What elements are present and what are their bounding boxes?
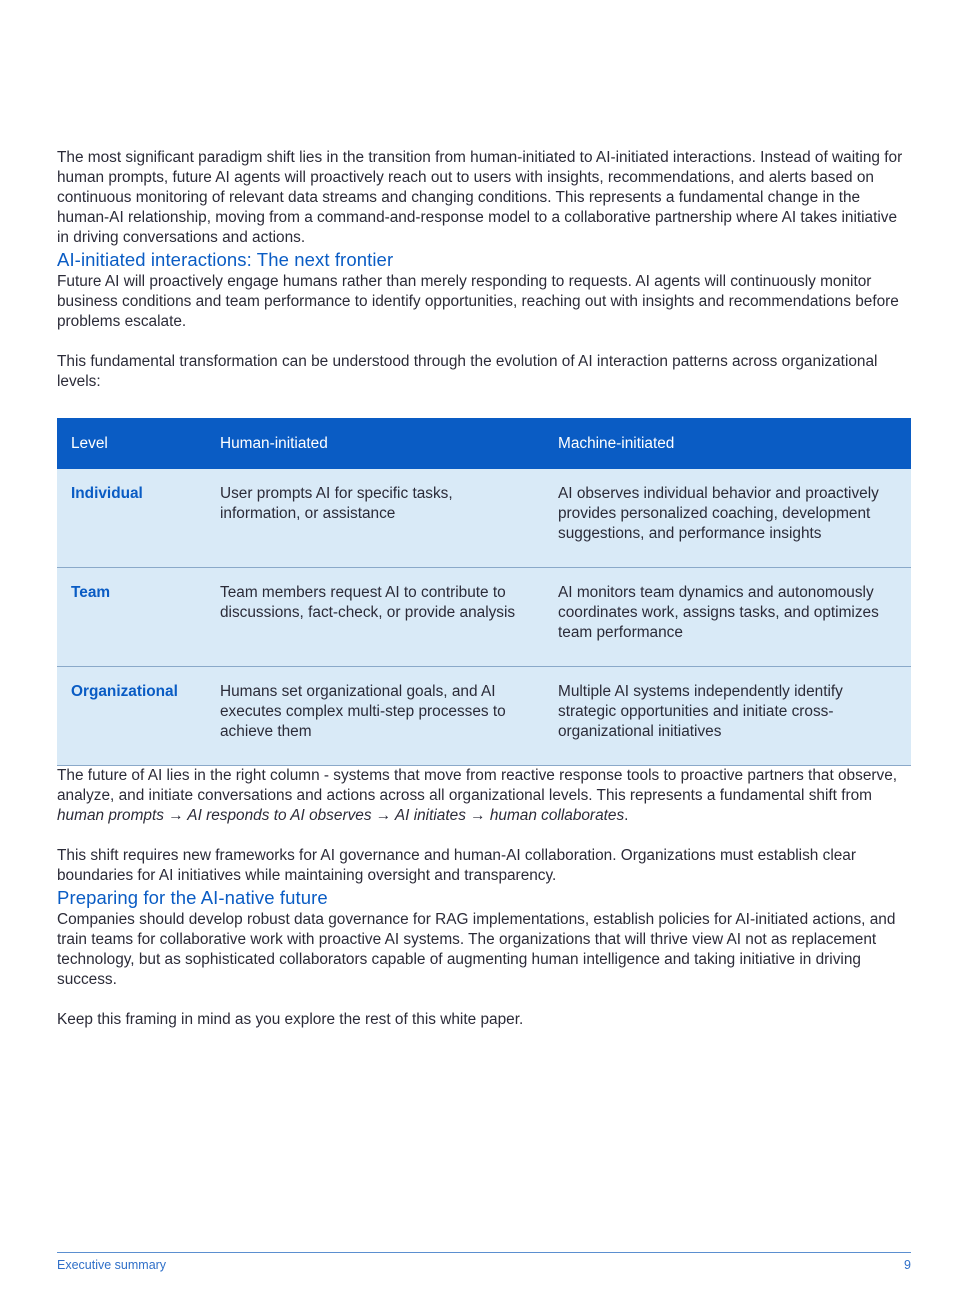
row-level: Team: [57, 568, 206, 667]
row-machine-initiated: AI observes individual behavior and proactively provides personalized coaching, development suggestions, and performance insights: [544, 469, 911, 568]
section1-paragraph-1: Future AI will proactively engage humans rather than merely responding to requests. AI agents will continuously monitor business conditions and team performance to identify opportunities, reaching out with insights and recommendations before problems escalate.: [57, 273, 899, 330]
section2-paragraph-2: Keep this framing in mind as you explore the rest of this white paper.: [57, 1011, 524, 1028]
header-machine-initiated: Machine-initiated: [544, 418, 911, 469]
section-heading-ai-native-future: Preparing for the AI-native future: [57, 887, 328, 908]
row-level: Organizational: [57, 667, 206, 766]
table-row: [57, 667, 911, 766]
section1-paragraph-2: This fundamental transformation can be understood through the evolution of AI interaction patterns across organizational levels:: [57, 353, 878, 390]
table-row: [57, 469, 911, 568]
row-level: Individual: [57, 469, 206, 568]
page-footer: [57, 1252, 911, 1273]
after-table-paragraph-2: This shift requires new frameworks for AI governance and human-AI collaboration. Organizations must establish clear boundaries for AI initiatives while maintaining oversight and transparency.: [57, 847, 856, 884]
footer-section-label: Executive summary: [57, 1258, 167, 1272]
header-level: Level: [57, 418, 206, 469]
table-row: [57, 568, 911, 667]
intro-paragraph: The most significant paradigm shift lies in the transition from human-initiated to AI-initiated interactions. Instead of waiting for human prompts, future AI agents will proactively reach out to users with insights, recommendations, and alerts based on continuous monitoring of relevant data streams and changing conditions. This represents a fundamental change in the human-AI relationship, moving from a command-and-response model to a collaborative partnership where AI takes initiative in driving conversations and actions.: [57, 149, 903, 246]
table-header-row: [57, 418, 911, 469]
row-human-initiated: User prompts AI for specific tasks, information, or assistance: [206, 469, 544, 568]
row-human-initiated: Humans set organizational goals, and AI executes complex multi-step processes to achieve them: [206, 667, 544, 766]
page-content: [57, 148, 911, 1030]
row-human-initiated: Team members request AI to contribute to discussions, fact-check, or provide analysis: [206, 568, 544, 667]
paragraph-text: The future of AI lies in the right column - systems that move from reactive response tools to proactive partners that observe, analyze, and initiate conversations and actions across all organizational levels. This represents a fundamental shift from: [57, 767, 898, 804]
footer-page-number: 9: [904, 1258, 911, 1272]
after-table-paragraph-1: [57, 766, 911, 826]
header-human-initiated: Human-initiated: [206, 418, 544, 469]
interaction-flow-text: human prompts → AI responds to AI observes → AI initiates → human collaborates: [57, 807, 625, 824]
row-machine-initiated: Multiple AI systems independently identify strategic opportunities and initiate cross-organizational initiatives: [544, 667, 911, 766]
interaction-levels-table: [57, 418, 911, 766]
paragraph-text-end: .: [624, 807, 629, 824]
section2-paragraph-1: Companies should develop robust data governance for RAG implementations, establish policies for AI-initiated actions, and train teams for collaborative work with proactive AI systems. The organizations that will thrive view AI not as replacement technology, but as sophisticated collaborators capable of augmenting human intelligence and taking initiative in driving success.: [57, 911, 896, 988]
section-heading-ai-initiated: AI-initiated interactions: The next frontier: [57, 249, 394, 270]
row-machine-initiated: AI monitors team dynamics and autonomously coordinates work, assigns tasks, and optimizes team performance: [544, 568, 911, 667]
